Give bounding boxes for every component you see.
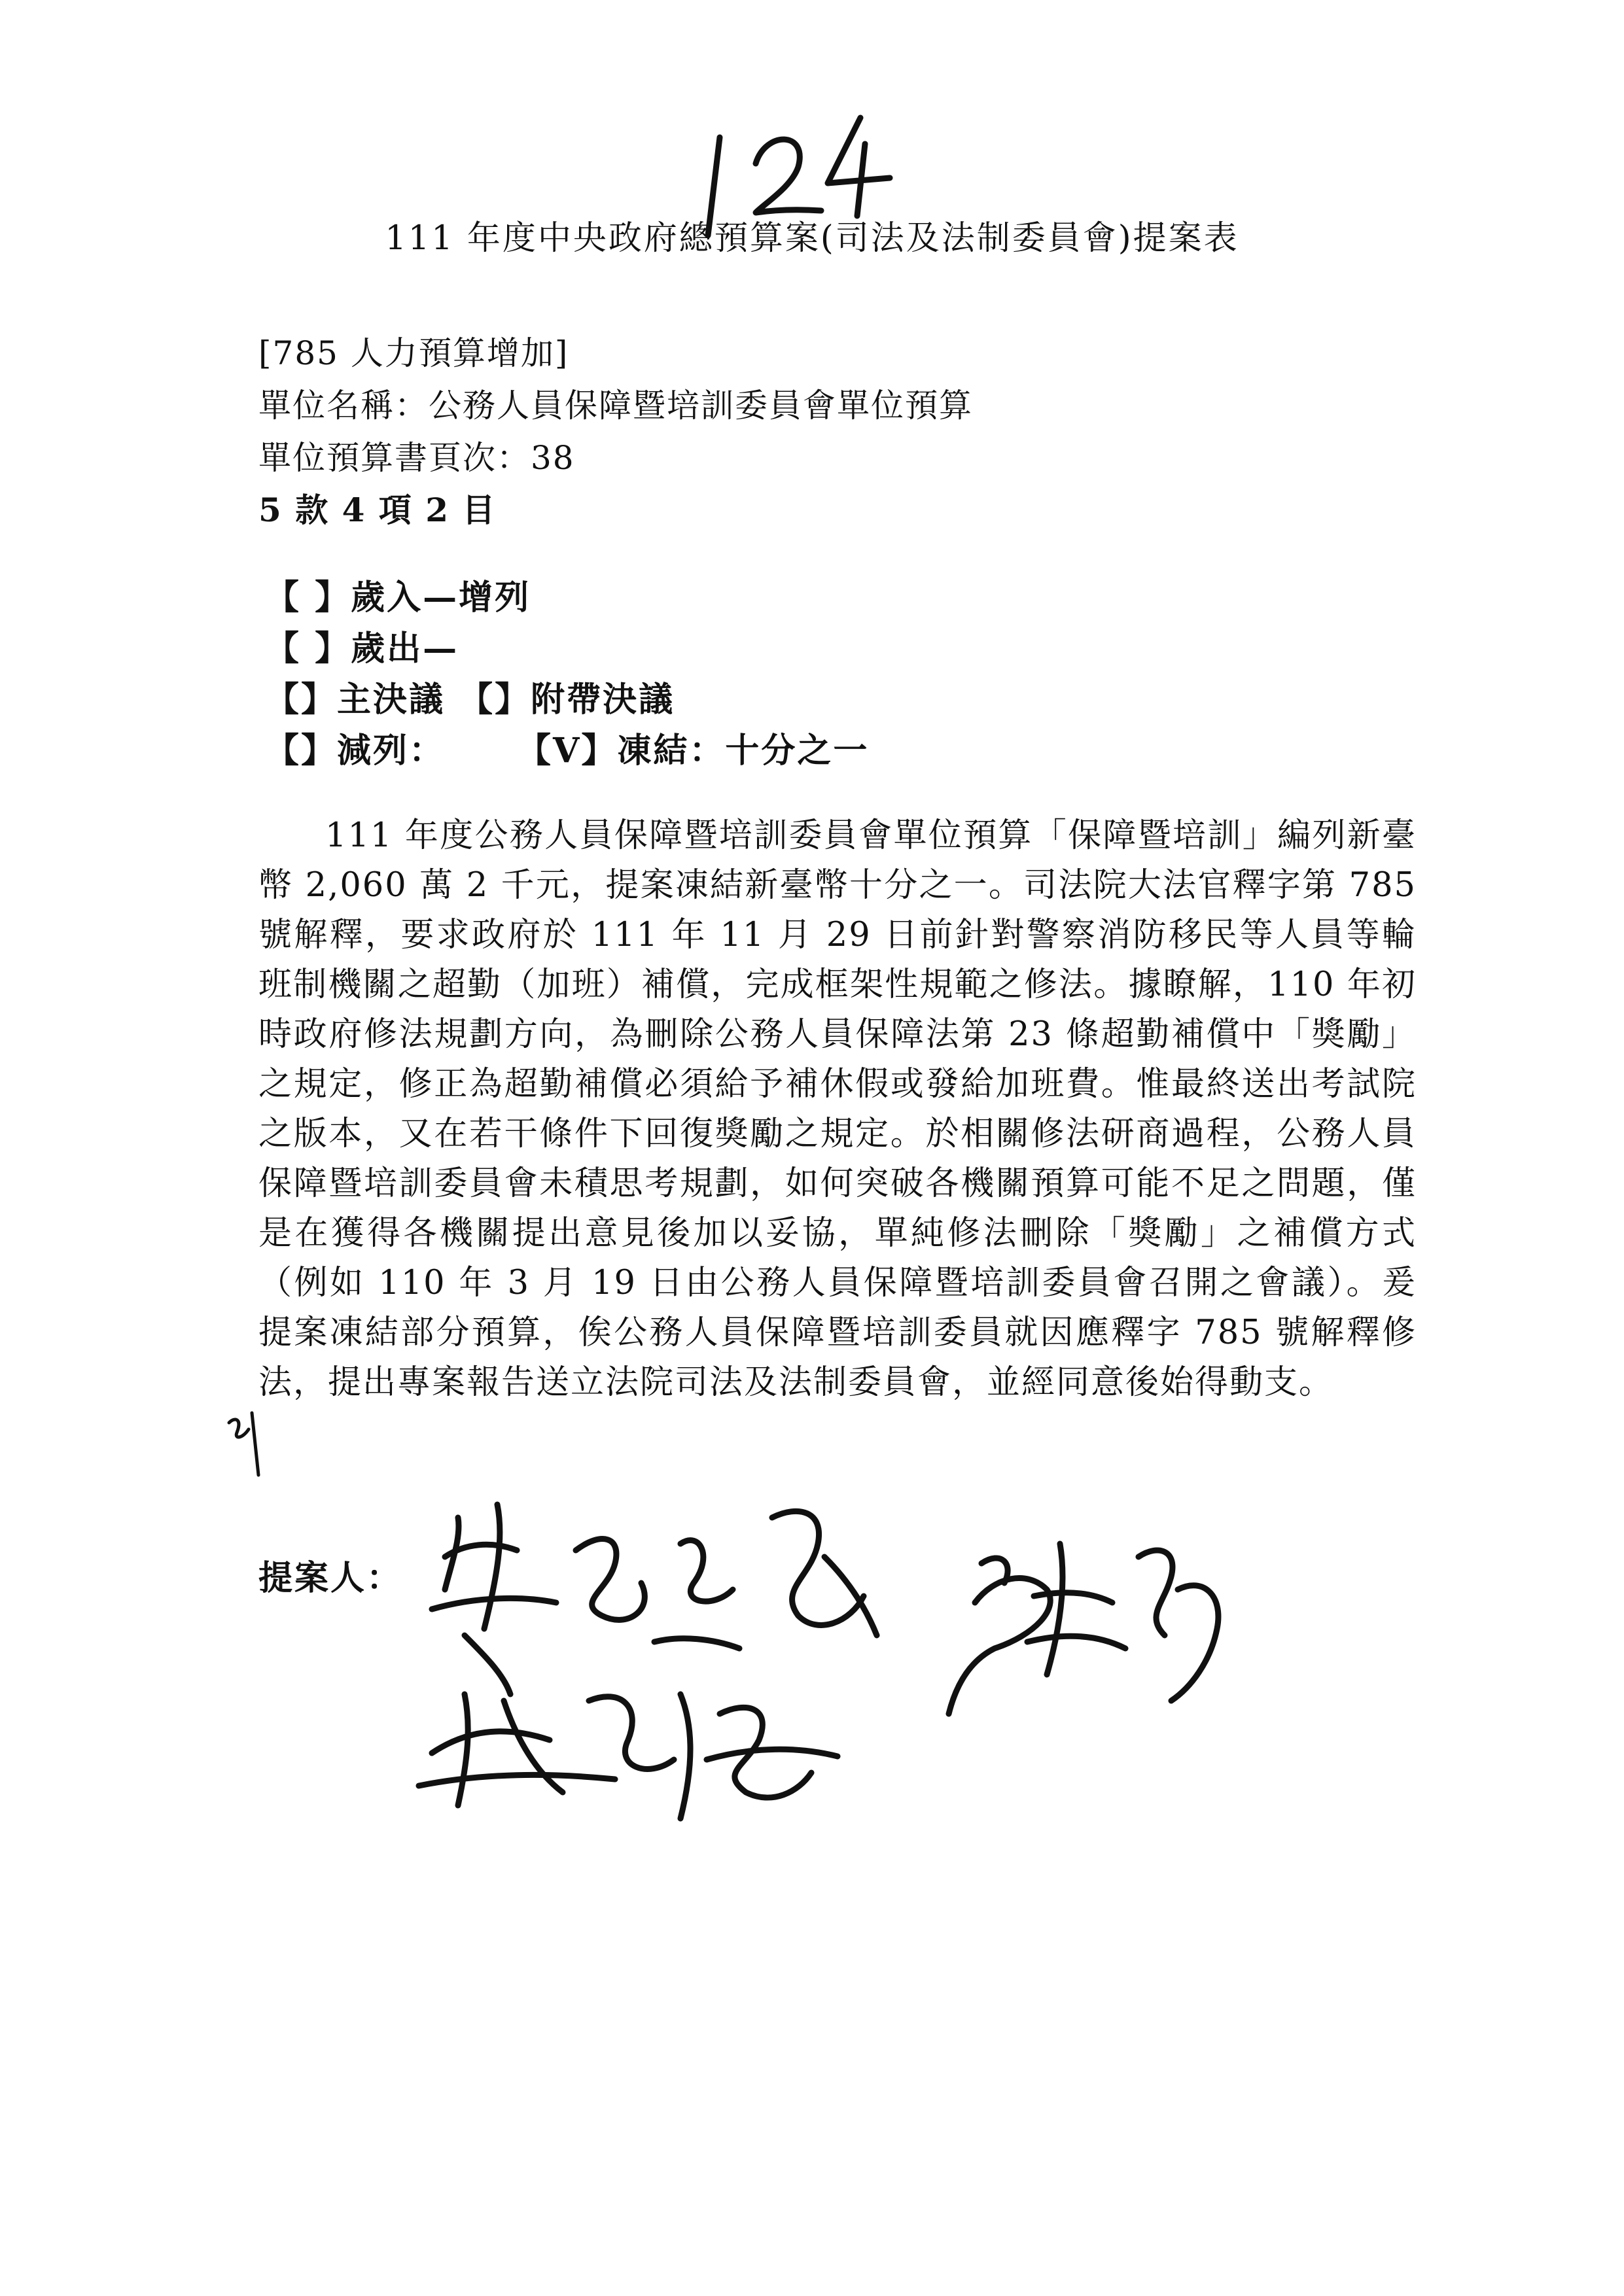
option-main-resolution: 【】主決議 bbox=[265, 680, 446, 720]
document-title: 111 年度中央政府總預算案(司法及法制委員會)提案表 bbox=[385, 219, 1239, 258]
option-supplementary-resolution: 【】附帶決議 bbox=[459, 680, 675, 720]
proposal-body: 111 年度公務人員保障暨培訓委員會單位預算「保障暨培訓」編列新臺幣 2,060 萬 2 千元，提案凍結新臺幣十分之一。司法院大法官釋字第 785 號解釋，要求政府於 111 年 11 月 29 日前針對警察消防移民等人員等輪班制機關之超勤（加班）補償，完成框架性規範之修法。據瞭解，110 年初時政府修法規劃方向，為刪除公務人員保障法第 23 條超勤補償中「獎勵」之規定，修正為超勤補償必須給予補休假或發給加班費。惟最終送出考試院之版本，又在若干條件下回復獎勵之規定。於相關修法研商過程，公務人員保障暨培訓委員會未積思考規劃，如何突破各機關預算可能不足之問題，僅是在獲得各機關提出意見後加以妥協，單純修法刪除「獎勵」之補償方式（例如 110 年 3 月 19 日由公務人員保障暨培訓委員會召開之會議）。爰提案凍結部分預算，俟公務人員保障暨培訓委員就因應釋字 785 號解釋修法，提出專案報告送立法院司法及法制委員會，並經同意後始得動支。 bbox=[258, 816, 1417, 1402]
budget-page: 單位預算書頁次：38 bbox=[258, 439, 575, 477]
option-reduction: 【】減列： bbox=[265, 731, 446, 771]
option-freeze: 【V】凍結：十分之一 bbox=[517, 731, 870, 771]
meta-block bbox=[258, 327, 973, 536]
option-reduction-freeze bbox=[265, 725, 869, 776]
signatures-drawing bbox=[406, 1478, 1256, 1845]
proposer-label: 提案人： bbox=[258, 1558, 403, 1598]
margin-handwritten-mark bbox=[222, 1403, 275, 1482]
unit-name: 單位名稱：公務人員保障暨培訓委員會單位預算 bbox=[258, 387, 973, 425]
option-revenue: 【 】歲入—增列 bbox=[265, 578, 531, 617]
option-resolutions bbox=[265, 674, 869, 725]
proposal-tag: [785 人力預算增加] bbox=[258, 334, 569, 372]
options-block bbox=[265, 572, 869, 776]
proposer-signatures bbox=[406, 1478, 1256, 1845]
budget-section: 5 款 4 項 2 目 bbox=[258, 491, 497, 529]
option-expenditure: 【 】歲出— bbox=[265, 629, 459, 669]
margin-mark-drawing bbox=[222, 1403, 275, 1482]
